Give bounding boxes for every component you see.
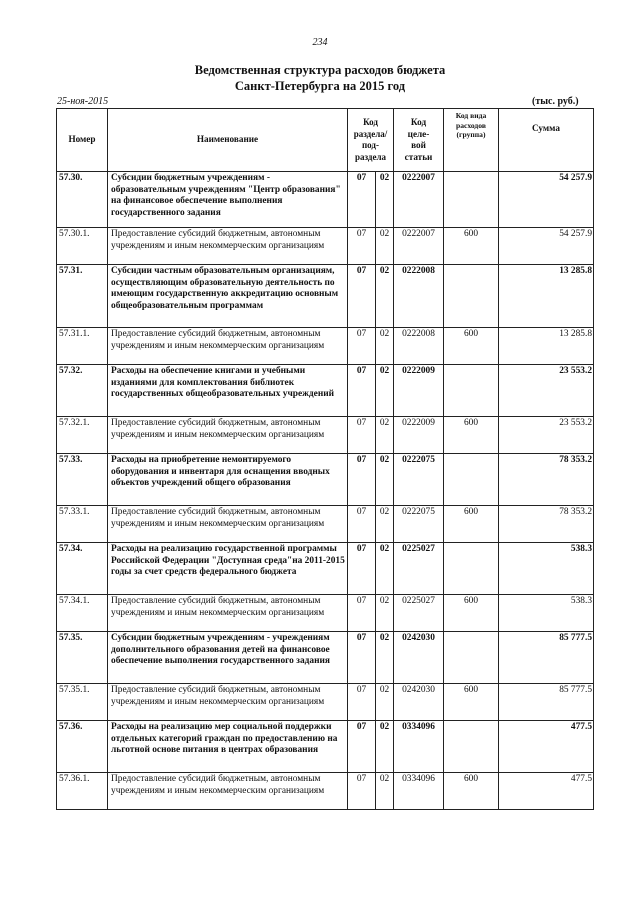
row-article: 0242030 (394, 632, 444, 684)
header-number: Номер (57, 109, 108, 172)
table-row-section (57, 265, 594, 328)
row-amount: 78 353.2 (499, 506, 594, 543)
table-row-section (57, 454, 594, 506)
table-row-section (57, 721, 594, 773)
row-podrazdel: 02 (376, 172, 394, 228)
row-amount: 538.3 (499, 595, 594, 632)
table-row-item (57, 684, 594, 721)
row-article: 0222007 (394, 228, 444, 265)
row-podrazdel: 02 (376, 365, 394, 417)
row-amount: 13 285.8 (499, 328, 594, 365)
row-podrazdel: 02 (376, 773, 394, 810)
row-number: 57.33. (57, 454, 108, 506)
table-row-section (57, 172, 594, 228)
row-name: Предоставление субсидий бюджетным, автономным учреждениям и иным некоммерческим организациям (108, 417, 348, 454)
row-number: 57.31.1. (57, 328, 108, 365)
row-amount: 23 553.2 (499, 417, 594, 454)
row-number: 57.30.1. (57, 228, 108, 265)
row-amount: 13 285.8 (499, 265, 594, 328)
row-podrazdel: 02 (376, 632, 394, 684)
row-razdel: 07 (348, 632, 376, 684)
row-razdel: 07 (348, 265, 376, 328)
row-name: Предоставление субсидий бюджетным, автономным учреждениям и иным некоммерческим организациям (108, 506, 348, 543)
row-number: 57.35.1. (57, 684, 108, 721)
title-line-1: Ведомственная структура расходов бюджета (194, 63, 446, 77)
table-row-item (57, 595, 594, 632)
row-name: Предоставление субсидий бюджетным, автономным учреждениям и иным некоммерческим организациям (108, 684, 348, 721)
row-article: 0225027 (394, 543, 444, 595)
row-razdel: 07 (348, 228, 376, 265)
row-number: 57.32.1. (57, 417, 108, 454)
row-name: Субсидии бюджетным учреждениям - учреждениям дополнительного образования детей на финансовое обеспечение выполнения государственного задания (108, 632, 348, 684)
row-podrazdel: 02 (376, 543, 394, 595)
row-amount: 477.5 (499, 721, 594, 773)
row-podrazdel: 02 (376, 454, 394, 506)
row-razdel: 07 (348, 773, 376, 810)
document-title (0, 62, 640, 94)
table-row-item (57, 328, 594, 365)
row-number: 57.32. (57, 365, 108, 417)
row-podrazdel: 02 (376, 506, 394, 543)
row-expense-type: 600 (444, 228, 499, 265)
row-article: 0334096 (394, 721, 444, 773)
row-expense-type: 600 (444, 684, 499, 721)
row-article: 0225027 (394, 595, 444, 632)
header-amount: Сумма (499, 109, 594, 172)
row-expense-type (444, 543, 499, 595)
row-podrazdel: 02 (376, 265, 394, 328)
row-name: Предоставление субсидий бюджетным, автономным учреждениям и иным некоммерческим организациям (108, 595, 348, 632)
table-row-section (57, 632, 594, 684)
header-expense-type: Код вида расходов (группа) (444, 109, 499, 172)
header-name: Наименование (108, 109, 348, 172)
row-name: Расходы на приобретение немонтируемого оборудования и инвентаря для оснащения вводных объектов учреждений общего образования (108, 454, 348, 506)
page-number: 234 (312, 37, 328, 48)
row-number: 57.34. (57, 543, 108, 595)
row-expense-type: 600 (444, 328, 499, 365)
table-row-section (57, 543, 594, 595)
budget-table (56, 108, 594, 810)
row-article: 0222075 (394, 506, 444, 543)
row-podrazdel: 02 (376, 721, 394, 773)
row-expense-type (444, 365, 499, 417)
row-expense-type: 600 (444, 595, 499, 632)
header-section: Код раздела/ под- раздела (348, 109, 394, 172)
row-expense-type: 600 (444, 417, 499, 454)
table-header-row (57, 109, 594, 172)
row-podrazdel: 02 (376, 417, 394, 454)
row-expense-type: 600 (444, 506, 499, 543)
row-amount: 78 353.2 (499, 454, 594, 506)
row-amount: 85 777.5 (499, 632, 594, 684)
row-podrazdel: 02 (376, 228, 394, 265)
row-amount: 538.3 (499, 543, 594, 595)
row-razdel: 07 (348, 417, 376, 454)
row-amount: 54 257.9 (499, 228, 594, 265)
row-name: Расходы на реализацию государственной программы Российской Федерации "Доступная среда"на 2011-2015 годы за счет средств федерального бюджета (108, 543, 348, 595)
row-number: 57.36.1. (57, 773, 108, 810)
table-row-item (57, 417, 594, 454)
row-article: 0222009 (394, 365, 444, 417)
row-article: 0222008 (394, 328, 444, 365)
header-article: Код целе- вой статьи (394, 109, 444, 172)
row-number: 57.34.1. (57, 595, 108, 632)
row-expense-type (444, 632, 499, 684)
row-article: 0334096 (394, 773, 444, 810)
row-expense-type (444, 721, 499, 773)
row-razdel: 07 (348, 172, 376, 228)
row-amount: 477.5 (499, 773, 594, 810)
row-razdel: 07 (348, 365, 376, 417)
row-article: 0222009 (394, 417, 444, 454)
row-podrazdel: 02 (376, 595, 394, 632)
row-name: Субсидии частным образовательным организациям, осуществляющим образовательную деятельность по имеющим государственную аккредитацию основным общеобразовательным программам (108, 265, 348, 328)
title-line-2: Санкт-Петербурга на 2015 год (234, 79, 406, 93)
row-razdel: 07 (348, 543, 376, 595)
row-amount: 85 777.5 (499, 684, 594, 721)
row-expense-type (444, 454, 499, 506)
row-razdel: 07 (348, 506, 376, 543)
units-label: (тыс. руб.) (532, 96, 579, 107)
row-razdel: 07 (348, 454, 376, 506)
row-name: Предоставление субсидий бюджетным, автономным учреждениям и иным некоммерческим организациям (108, 773, 348, 810)
row-number: 57.35. (57, 632, 108, 684)
row-name: Предоставление субсидий бюджетным, автономным учреждениям и иным некоммерческим организациям (108, 228, 348, 265)
document-date: 25-ноя-2015 (57, 96, 109, 107)
row-article: 0222008 (394, 265, 444, 328)
table-row-section (57, 365, 594, 417)
row-number: 57.30. (57, 172, 108, 228)
table-row-item (57, 506, 594, 543)
row-razdel: 07 (348, 595, 376, 632)
row-article: 0222075 (394, 454, 444, 506)
row-razdel: 07 (348, 684, 376, 721)
row-razdel: 07 (348, 721, 376, 773)
table-row-item (57, 773, 594, 810)
row-article: 0242030 (394, 684, 444, 721)
table-row-item (57, 228, 594, 265)
row-name: Субсидии бюджетным учреждениям - образовательным учреждениям "Центр образования" на финансовое обеспечение выполнения государственного задания (108, 172, 348, 228)
row-name: Предоставление субсидий бюджетным, автономным учреждениям и иным некоммерческим организациям (108, 328, 348, 365)
row-name: Расходы на реализацию мер социальной поддержки отдельных категорий граждан по предоставлению на льготной основе питания в центрах образования (108, 721, 348, 773)
row-expense-type (444, 172, 499, 228)
row-amount: 23 553.2 (499, 365, 594, 417)
row-expense-type (444, 265, 499, 328)
row-podrazdel: 02 (376, 328, 394, 365)
row-razdel: 07 (348, 328, 376, 365)
row-number: 57.33.1. (57, 506, 108, 543)
row-amount: 54 257.9 (499, 172, 594, 228)
row-expense-type: 600 (444, 773, 499, 810)
row-article: 0222007 (394, 172, 444, 228)
row-number: 57.31. (57, 265, 108, 328)
row-name: Расходы на обеспечение книгами и учебными изданиями для комплектования библиотек государственных общеобразовательных учреждений (108, 365, 348, 417)
row-number: 57.36. (57, 721, 108, 773)
row-podrazdel: 02 (376, 684, 394, 721)
